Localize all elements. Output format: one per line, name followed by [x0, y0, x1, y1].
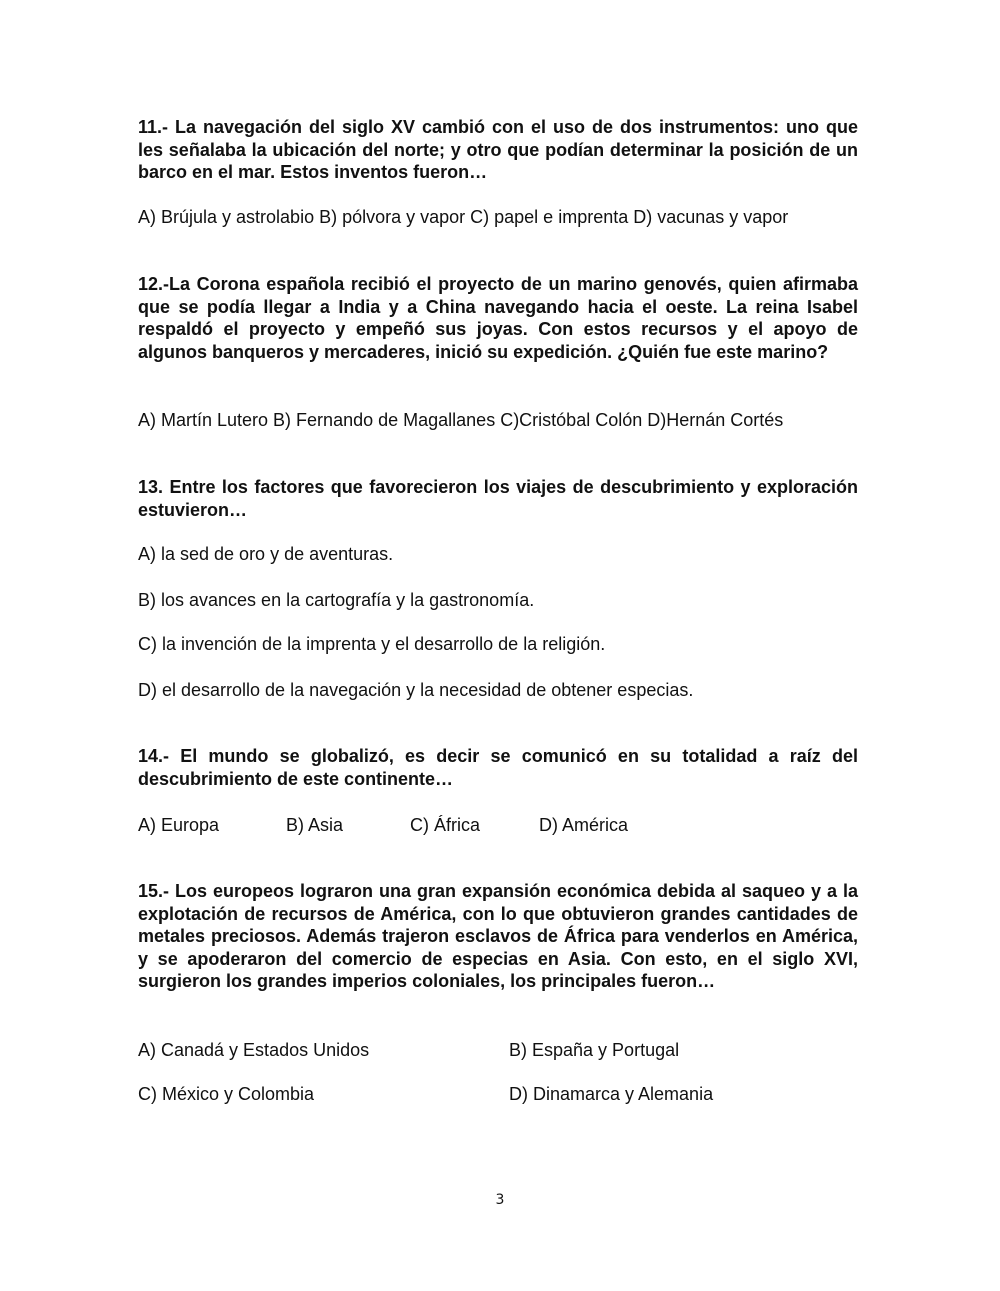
question-12-options: A) Martín Lutero B) Fernando de Magallanes C)Cristóbal Colón D)Hernán Cortés — [138, 410, 784, 430]
question-15-option-c: C) México y Colombia — [138, 1084, 315, 1104]
question-13-text: 13. Entre los factores que favorecieron los viajes de descubrimiento y exploración estuvieron… — [138, 477, 858, 520]
question-14-option-d: D) América — [539, 815, 629, 835]
question-14-option-b: B) Asia — [286, 815, 344, 835]
question-15-option-d: D) Dinamarca y Alemania — [509, 1084, 714, 1104]
question-15-option-a: A) Canadá y Estados Unidos — [138, 1040, 370, 1060]
question-13-option-c: C) la invención de la imprenta y el desarrollo de la religión. — [138, 634, 606, 654]
question-14-option-a: A) Europa — [138, 815, 220, 835]
question-12-text: 12.-La Corona española recibió el proyecto de un marino genovés, quien afirmaba que se podía llegar a India y a China navegando hacia el oeste. La reina Isabel respaldó el proyecto y empeñó sus joyas. Con estos recursos y el apoyo de algunos banqueros y mercaderes, inició su expedición. ¿Quién fue este marino? — [138, 274, 858, 362]
question-11-text: 11.- La navegación del siglo XV cambió con el uso de dos instrumentos: uno que les señalaba la ubicación del norte; y otro que podían determinar la posición de un barco en el mar. Estos inventos fueron… — [138, 117, 858, 182]
question-11-options: A) Brújula y astrolabio B) pólvora y vapor C) papel e imprenta D) vacunas y vapor — [138, 207, 789, 227]
page-number: 3 — [495, 1192, 505, 1208]
question-14-option-c: C) África — [410, 815, 481, 835]
question-15-text: 15.- Los europeos lograron una gran expansión económica debida al saqueo y a la explotación de recursos de América, con lo que obtuvieron grandes cantidades de metales preciosos. Además trajeron esclavos de África para venderlos en América, y se apoderaron del comercio de especias en Asia. Con esto, en el siglo XVI, surgieron los grandes imperios coloniales, los principales fueron… — [138, 881, 858, 991]
question-13-option-b: B) los avances en la cartografía y la gastronomía. — [138, 590, 535, 610]
question-13-option-d: D) el desarrollo de la navegación y la necesidad de obtener especias. — [138, 680, 694, 700]
question-13-option-a: A) la sed de oro y de aventuras. — [138, 544, 394, 564]
question-14-text: 14.- El mundo se globalizó, es decir se comunicó en su totalidad a raíz del descubrimiento de este continente… — [138, 746, 858, 789]
question-15-option-b: B) España y Portugal — [509, 1040, 680, 1060]
